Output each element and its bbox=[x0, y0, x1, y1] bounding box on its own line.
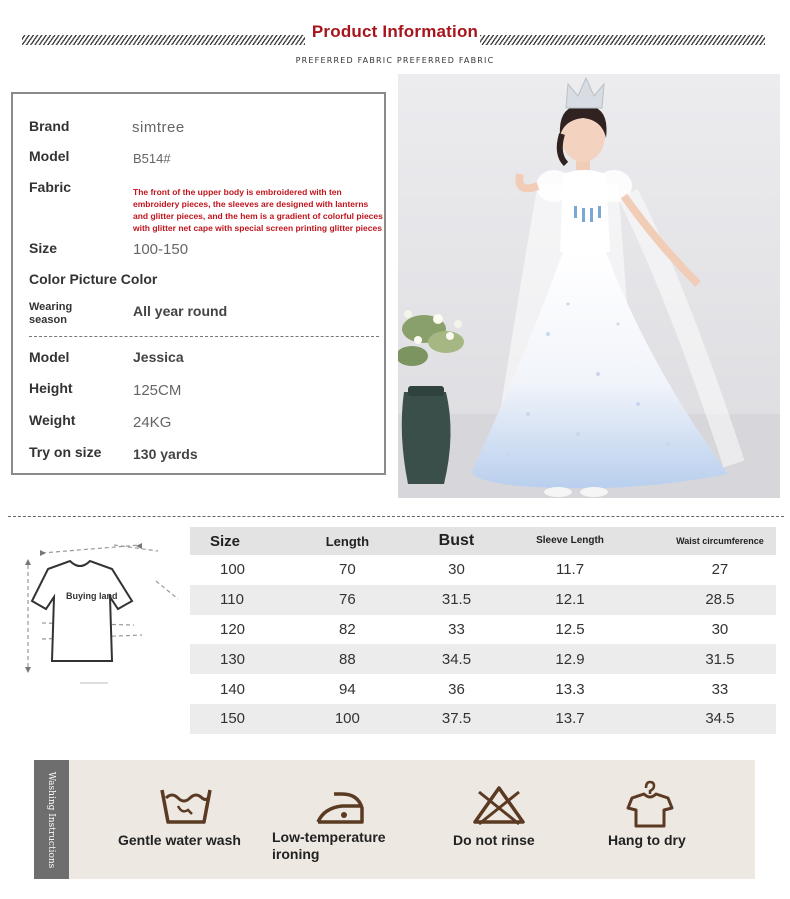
hang-dry-icon bbox=[624, 780, 676, 830]
model-photo bbox=[398, 74, 780, 498]
cell-waist: 34.5 bbox=[664, 704, 776, 734]
page-subtitle: PREFERRED FABRIC PREFERRED FABRIC bbox=[295, 56, 495, 65]
cell-sleeve: 13.7 bbox=[476, 704, 664, 734]
season-value: All year round bbox=[133, 303, 228, 319]
cell-length: 70 bbox=[258, 555, 437, 585]
size-value: 100-150 bbox=[133, 241, 189, 258]
iron-icon bbox=[312, 786, 368, 828]
size-label: Size bbox=[29, 240, 58, 256]
tryon-label: Try on size bbox=[29, 444, 102, 460]
dress-illustration bbox=[398, 74, 780, 498]
wash-item-hang-dry bbox=[608, 760, 738, 879]
diagram-label: Buying land bbox=[66, 591, 118, 601]
model-value: B514# bbox=[133, 151, 171, 166]
col-bust: Bust bbox=[437, 527, 476, 555]
model-name-value: Jessica bbox=[133, 349, 184, 365]
cell-size: 120 bbox=[190, 615, 258, 645]
model-label: Model bbox=[29, 148, 70, 164]
cell-sleeve: 13.3 bbox=[476, 674, 664, 704]
cell-length: 100 bbox=[258, 704, 437, 734]
cell-waist: 27 bbox=[664, 555, 776, 585]
brand-label: Brand bbox=[29, 118, 70, 134]
cell-length: 88 bbox=[258, 644, 437, 674]
wash-label-hang-dry: Hang to dry bbox=[608, 832, 686, 848]
tryon-value: 130 yards bbox=[133, 446, 198, 462]
wash-label-hand-wash: Gentle water wash bbox=[118, 832, 241, 848]
cell-size: 110 bbox=[190, 585, 258, 615]
wash-item-hand-wash bbox=[118, 760, 278, 879]
cell-length: 76 bbox=[258, 585, 437, 615]
cell-waist: 30 bbox=[664, 615, 776, 645]
hand-wash-icon bbox=[158, 784, 214, 828]
cell-size: 150 bbox=[190, 704, 258, 734]
cell-waist: 33 bbox=[664, 674, 776, 704]
size-table bbox=[190, 527, 776, 734]
col-waist: Waist circumference bbox=[664, 527, 776, 555]
cell-bust: 34.5 bbox=[437, 644, 476, 674]
cell-size: 140 bbox=[190, 674, 258, 704]
cell-bust: 31.5 bbox=[437, 585, 476, 615]
cell-size: 100 bbox=[190, 555, 258, 585]
weight-value: 24KG bbox=[133, 414, 172, 431]
section-divider bbox=[8, 516, 784, 517]
season-label: Wearing season bbox=[29, 301, 73, 326]
brand-value: simtree bbox=[132, 119, 185, 136]
table-row bbox=[190, 644, 776, 674]
wash-label-iron: Low-temperature ironing bbox=[272, 829, 386, 862]
no-bleach-icon bbox=[471, 784, 527, 826]
height-value: 125CM bbox=[133, 382, 182, 399]
measurement-diagram bbox=[18, 535, 186, 685]
cell-sleeve: 12.1 bbox=[476, 585, 664, 615]
col-sleeve: Sleeve Length bbox=[476, 527, 664, 555]
cell-bust: 36 bbox=[437, 674, 476, 704]
table-row bbox=[190, 615, 776, 645]
col-length: Length bbox=[258, 527, 437, 555]
color-label: Color Picture Color bbox=[29, 271, 158, 287]
size-table-header bbox=[190, 527, 776, 555]
model-name-label: Model bbox=[29, 349, 70, 365]
page-title: Product Information bbox=[311, 22, 479, 41]
height-label: Height bbox=[29, 380, 73, 396]
table-row bbox=[190, 704, 776, 734]
cell-length: 94 bbox=[258, 674, 437, 704]
cell-sleeve: 12.5 bbox=[476, 615, 664, 645]
table-row bbox=[190, 674, 776, 704]
cell-length: 82 bbox=[258, 615, 437, 645]
cell-waist: 28.5 bbox=[664, 585, 776, 615]
wash-label-no-rinse: Do not rinse bbox=[453, 832, 535, 848]
fabric-description: The front of the upper body is embroidered with ten embroidery pieces, the sleeves are designed with lanterns and glitter pieces, and the hem is a gradient of colorful pieces with glitter net cape with special screen printing glitter pieces bbox=[133, 187, 383, 233]
col-size: Size bbox=[190, 527, 258, 555]
table-row bbox=[190, 555, 776, 585]
cell-size: 130 bbox=[190, 644, 258, 674]
table-row bbox=[190, 585, 776, 615]
shirt-outline-icon bbox=[18, 535, 186, 685]
washing-side-label: Washing Instructions bbox=[46, 771, 56, 869]
weight-label: Weight bbox=[29, 412, 76, 428]
fabric-label: Fabric bbox=[29, 179, 72, 195]
cell-sleeve: 12.9 bbox=[476, 644, 664, 674]
wash-item-no-bleach bbox=[453, 760, 573, 879]
cell-bust: 30 bbox=[437, 555, 476, 585]
wash-item-iron bbox=[272, 760, 412, 879]
cell-bust: 37.5 bbox=[437, 704, 476, 734]
cell-sleeve: 11.7 bbox=[476, 555, 664, 585]
washing-side-tab bbox=[34, 760, 69, 879]
product-info-box bbox=[11, 92, 386, 475]
info-divider bbox=[29, 336, 379, 337]
washing-instructions bbox=[34, 760, 755, 879]
cell-bust: 33 bbox=[437, 615, 476, 645]
cell-waist: 31.5 bbox=[664, 644, 776, 674]
